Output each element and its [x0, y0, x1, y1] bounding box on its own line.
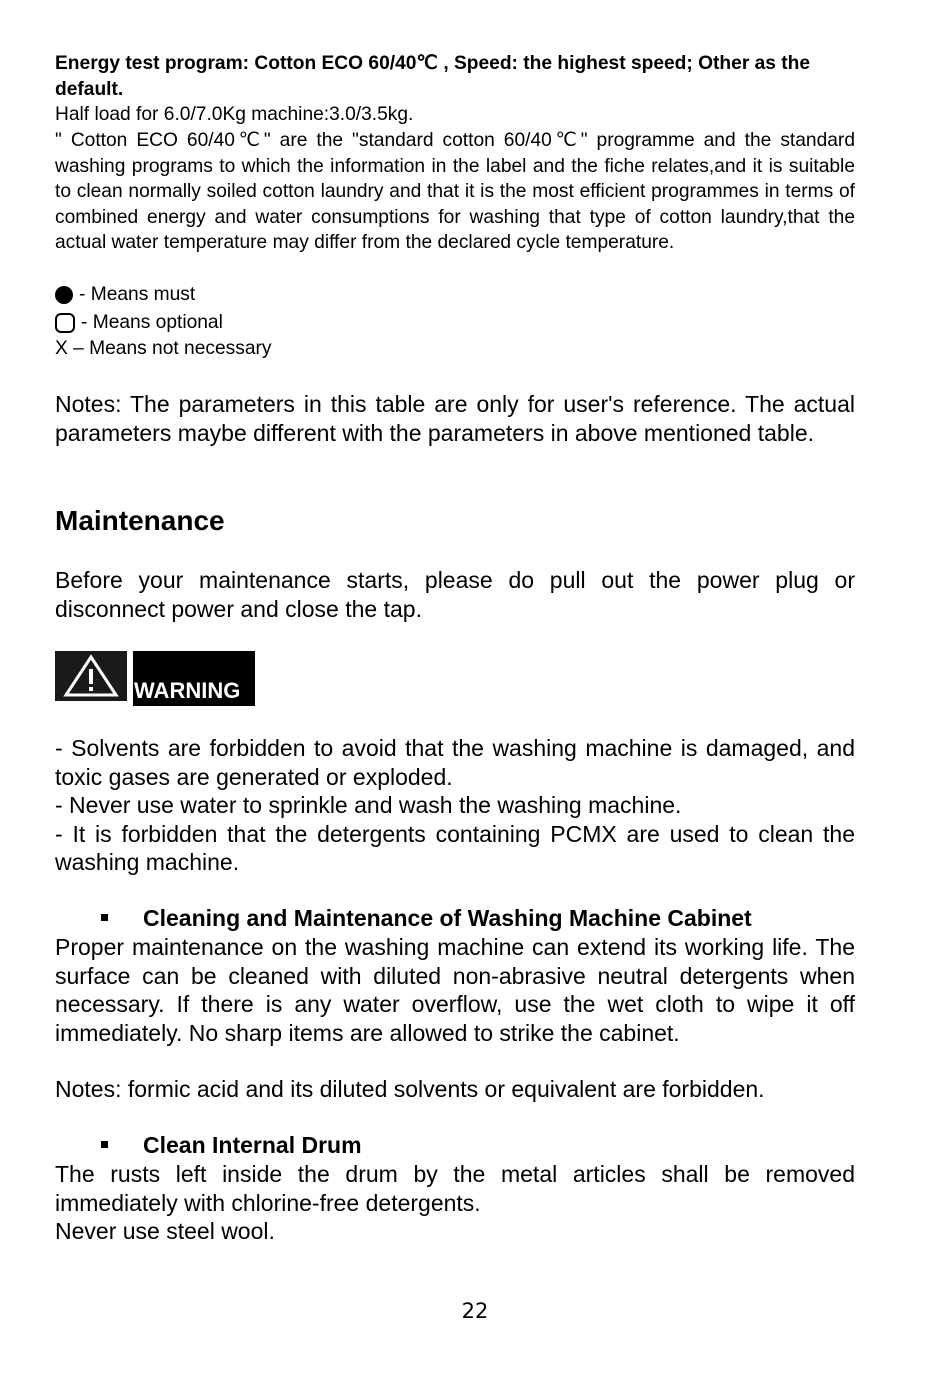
list-item: - It is forbidden that the detergents containing PCMX are used to clean the washing machine. [55, 820, 855, 875]
warning-list [55, 734, 855, 877]
list-item: - Solvents are forbidden to avoid that the washing machine is damaged, and toxic gases are generated or exploded. [55, 735, 855, 790]
warning-banner [55, 651, 255, 706]
drum-paragraph [55, 1160, 855, 1246]
parameters-notes: Notes: The parameters in this table are only for user's reference. The actual parameters maybe different with the parameters in above mentioned table. [55, 391, 855, 446]
cabinet-paragraph: Proper maintenance on the washing machine can extend its working life. The surface can be cleaned with diluted non-abrasive neutral detergents when necessary. If there is any water overflow, use the wet cloth to wipe it off immediately. No sharp items are allowed to strike the cabinet. [55, 934, 855, 1046]
square-bullet-icon [101, 914, 108, 921]
legend-optional [55, 310, 223, 336]
filled-circle-icon [55, 286, 73, 304]
eco-programme-paragraph: " Cotton ECO 60/40℃" are the "standard cotton 60/40℃" programme and the standard washing programs to which the information in the label and the fiche relates,and it is suitable to clean normally soiled cotton laundry and that it is the most efficient programmes in terms of combined energy and water consumptions for washing that type of cotton laundry,that the actual water temperature may differ from the declared cycle temperature. [55, 130, 855, 254]
legend-must [55, 282, 195, 308]
legend-not-necessary [55, 336, 272, 362]
list-item: - Never use water to sprinkle and wash the washing machine. [55, 792, 682, 818]
formic-acid-notes: Notes: formic acid and its diluted solvents or equivalent are forbidden. [55, 1076, 765, 1102]
square-bullet-icon [101, 1141, 108, 1148]
legend-optional-label: - Means optional [81, 312, 223, 333]
legend-not-necessary-label: X – Means not necessary [55, 338, 272, 359]
cabinet-heading-text: Cleaning and Maintenance of Washing Machine Cabinet [143, 905, 752, 931]
drum-section-heading [55, 1131, 855, 1160]
drum-heading-text: Clean Internal Drum [143, 1132, 362, 1158]
cabinet-section-heading [55, 904, 855, 933]
half-load-note: Half load for 6.0/7.0Kg machine:3.0/3.5kg. [55, 104, 414, 125]
legend-must-label: - Means must [79, 284, 196, 305]
page-number: 22 [461, 1299, 489, 1323]
maintenance-heading: Maintenance [55, 505, 225, 536]
warning-triangle-icon [55, 651, 127, 701]
warning-label: WARNING [133, 651, 255, 706]
open-circle-icon [55, 313, 75, 333]
drum-text: The rusts left inside the drum by the metal articles shall be removed immediately with chlorine-free detergents. [55, 1161, 855, 1216]
energy-test-title: Energy test program: Cotton ECO 60/40℃ , Speed: the highest speed; Other as the default. [55, 53, 811, 100]
maintenance-intro: Before your maintenance starts, please do pull out the power plug or disconnect power and close the tap. [55, 567, 855, 622]
drum-text-2: Never use steel wool. [55, 1218, 275, 1244]
